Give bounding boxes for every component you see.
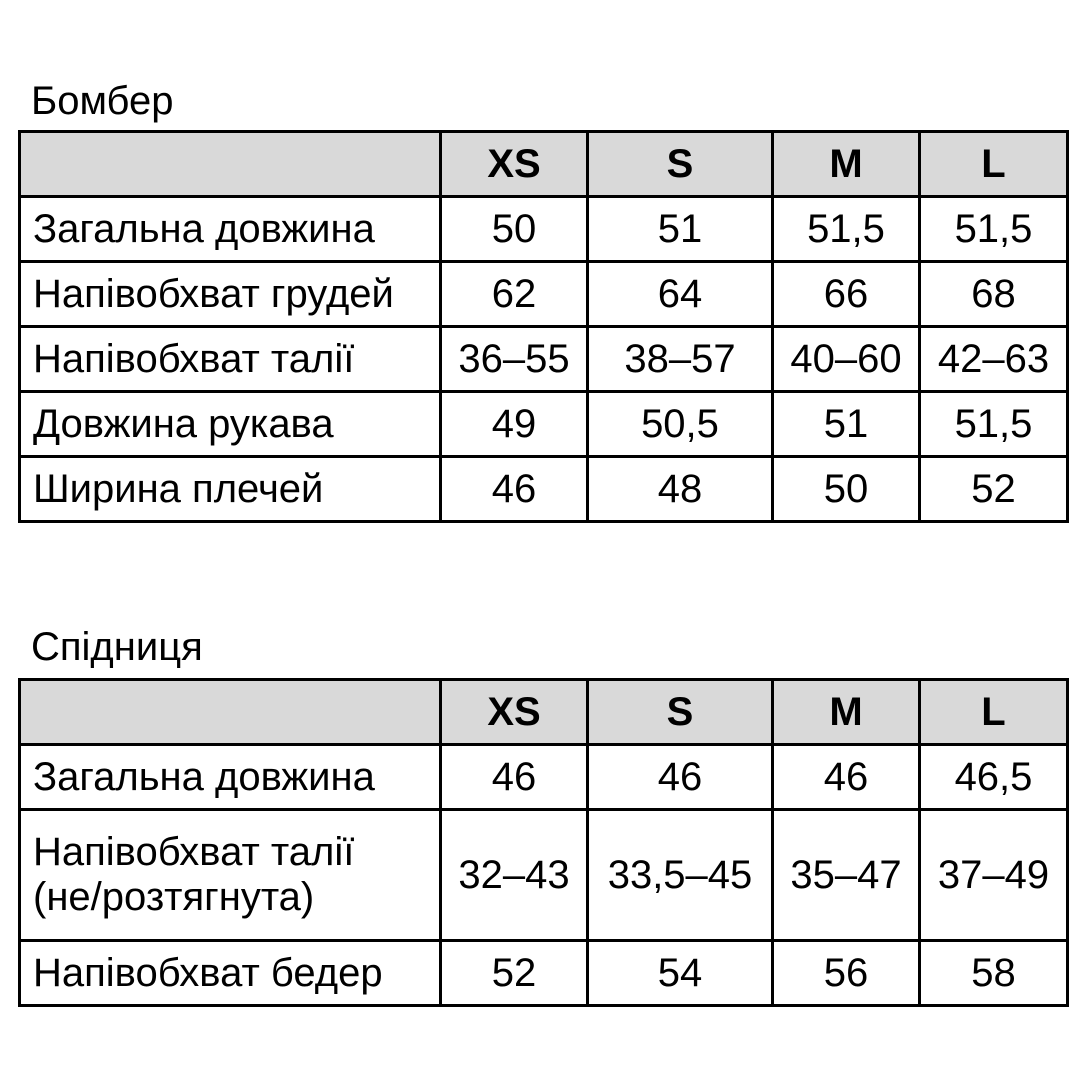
skirt-title: Спідниця: [31, 625, 203, 669]
size-header-l: L: [920, 132, 1068, 197]
cell-value: 64: [588, 262, 773, 327]
cell-value: 38–57: [588, 327, 773, 392]
cell-value: 32–43: [441, 810, 588, 941]
cell-value: 49: [441, 392, 588, 457]
cell-value: 51: [773, 392, 920, 457]
cell-value: 46: [773, 745, 920, 810]
skirt-size-table: [18, 678, 1069, 1007]
cell-value: 50: [773, 457, 920, 522]
table-row: [20, 745, 1068, 810]
table-row: [20, 457, 1068, 522]
cell-value: 52: [920, 457, 1068, 522]
size-header-m: M: [773, 132, 920, 197]
size-header-s: S: [588, 132, 773, 197]
cell-value: 33,5–45: [588, 810, 773, 941]
row-label: Напівобхват талії: [20, 327, 441, 392]
table-row: [20, 810, 1068, 941]
row-label-line-1: Напівобхват талії: [33, 830, 355, 874]
row-label: [20, 810, 441, 941]
cell-value: 54: [588, 941, 773, 1006]
bomber-title: Бомбер: [31, 79, 174, 123]
row-label: Напівобхват бедер: [20, 941, 441, 1006]
cell-value: 56: [773, 941, 920, 1006]
row-label: Загальна довжина: [20, 745, 441, 810]
cell-value: 40–60: [773, 327, 920, 392]
cell-value: 58: [920, 941, 1068, 1006]
cell-value: 46: [441, 745, 588, 810]
cell-value: 51,5: [920, 197, 1068, 262]
cell-value: 46: [441, 457, 588, 522]
size-header-l: L: [920, 680, 1068, 745]
row-label: Загальна довжина: [20, 197, 441, 262]
table-header-row: [20, 680, 1068, 745]
cell-value: 48: [588, 457, 773, 522]
cell-value: 51,5: [920, 392, 1068, 457]
cell-value: 42–63: [920, 327, 1068, 392]
cell-value: 51: [588, 197, 773, 262]
table-row: [20, 197, 1068, 262]
table-row: [20, 327, 1068, 392]
table-row: [20, 941, 1068, 1006]
size-header-xs: XS: [441, 132, 588, 197]
cell-value: 46,5: [920, 745, 1068, 810]
row-label: Напівобхват грудей: [20, 262, 441, 327]
cell-value: 51,5: [773, 197, 920, 262]
table-row: [20, 392, 1068, 457]
header-empty-cell: [20, 680, 441, 745]
cell-value: 66: [773, 262, 920, 327]
cell-value: 50: [441, 197, 588, 262]
size-header-xs: XS: [441, 680, 588, 745]
cell-value: 46: [588, 745, 773, 810]
size-header-s: S: [588, 680, 773, 745]
table-row: [20, 262, 1068, 327]
cell-value: 68: [920, 262, 1068, 327]
cell-value: 62: [441, 262, 588, 327]
cell-value: 36–55: [441, 327, 588, 392]
cell-value: 35–47: [773, 810, 920, 941]
header-empty-cell: [20, 132, 441, 197]
cell-value: 50,5: [588, 392, 773, 457]
cell-value: 52: [441, 941, 588, 1006]
row-label-line-2: (не/розтягнута): [33, 875, 315, 919]
row-label: Довжина рукава: [20, 392, 441, 457]
row-label: Ширина плечей: [20, 457, 441, 522]
size-header-m: M: [773, 680, 920, 745]
cell-value: 37–49: [920, 810, 1068, 941]
bomber-size-table: [18, 130, 1069, 523]
table-header-row: [20, 132, 1068, 197]
